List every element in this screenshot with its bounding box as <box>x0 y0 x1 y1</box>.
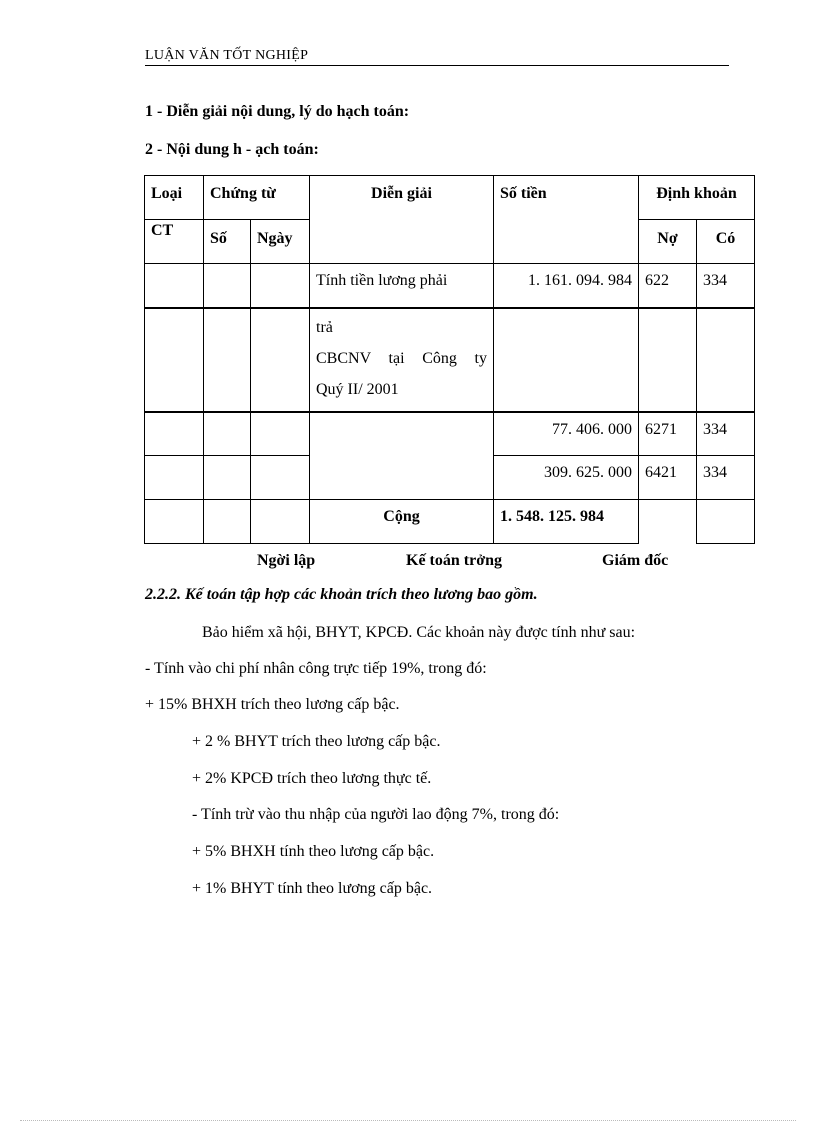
table-total-row <box>145 500 755 544</box>
text-line: + 1% BHYT tính theo lương cấp bậc. <box>192 880 433 897</box>
col-dien-giai: Diễn giải <box>310 176 494 220</box>
row1-so-tien: 1. 161. 094. 984 <box>494 264 639 308</box>
text-line: - Tính trừ vào thu nhập của người lao động 7%, trong đó: <box>192 806 560 823</box>
col-ngay: Ngày <box>251 220 310 264</box>
row2-line1: trả <box>316 318 333 336</box>
col-loai-ct-bottom: CT <box>145 220 204 264</box>
col-dinh-khoan: Định khoản <box>639 176 755 220</box>
table-row <box>145 264 755 308</box>
text-line: + 2 % BHYT trích theo lương cấp bậc. <box>192 733 441 750</box>
text-line: + 2% KPCĐ trích theo lương thực tế. <box>192 770 432 787</box>
signature-nguoi-lap: Ngời lập <box>257 552 316 569</box>
accounting-table <box>144 175 755 544</box>
row3-no: 6271 <box>639 412 697 456</box>
row2-dien-giai <box>310 308 494 412</box>
text-line: - Tính vào chi phí nhân công trực tiếp 19%, trong đó: <box>145 660 487 677</box>
section-title: 2.2.2. Kế toán tập hợp các khoản trích theo lương bao gồm. <box>145 586 538 603</box>
heading-dien-giai: 1 - Diễn giải nội dung, lý do hạch toán: <box>145 103 410 120</box>
table-row <box>145 308 755 412</box>
col-so-tien-blank <box>494 220 639 264</box>
row4-so-tien: 309. 625. 000 <box>494 456 639 500</box>
page-bottom-divider <box>20 1120 796 1121</box>
col-co: Có <box>697 220 755 264</box>
text-line: + 5% BHXH tính theo lương cấp bậc. <box>192 843 435 860</box>
col-so-tien: Số tiền <box>494 176 639 220</box>
signature-giam-doc: Giám đốc <box>602 552 669 569</box>
col-no: Nợ <box>639 220 697 264</box>
row4-co: 334 <box>697 456 755 500</box>
heading-noi-dung: 2 - Nội dung h - ạch toán: <box>145 141 319 158</box>
row2-line3: Quý II/ 2001 <box>316 380 399 398</box>
row1-no: 622 <box>639 264 697 308</box>
text-line: + 15% BHXH trích theo lương cấp bậc. <box>145 696 400 713</box>
page-header: LUẬN VĂN TỐT NGHIỆP <box>145 48 729 66</box>
row4-no: 6421 <box>639 456 697 500</box>
row1-dien-giai: Tính tiền lương phải <box>310 264 494 308</box>
row3-co: 334 <box>697 412 755 456</box>
row3-so-tien: 77. 406. 000 <box>494 412 639 456</box>
text-line: Bảo hiểm xã hội, BHYT, KPCĐ. Các khoản này được tính như sau: <box>202 624 636 641</box>
row1-co: 334 <box>697 264 755 308</box>
row2-line2: CBCNV tại Công ty <box>316 349 487 367</box>
col-so: Số <box>204 220 251 264</box>
table-row <box>145 412 755 456</box>
row5-so-tien: 1. 548. 125. 984 <box>494 500 639 544</box>
table-header-row-2 <box>145 220 755 264</box>
signature-ke-toan: Kế toán trởng <box>406 552 502 569</box>
table-header-row-1 <box>145 176 755 220</box>
col-dien-giai-blank <box>310 220 494 264</box>
col-loai-ct-top: Loại <box>145 176 204 220</box>
row5-cong: Cộng <box>310 500 494 544</box>
col-chung-tu: Chứng từ <box>204 176 310 220</box>
table-row <box>145 456 755 500</box>
